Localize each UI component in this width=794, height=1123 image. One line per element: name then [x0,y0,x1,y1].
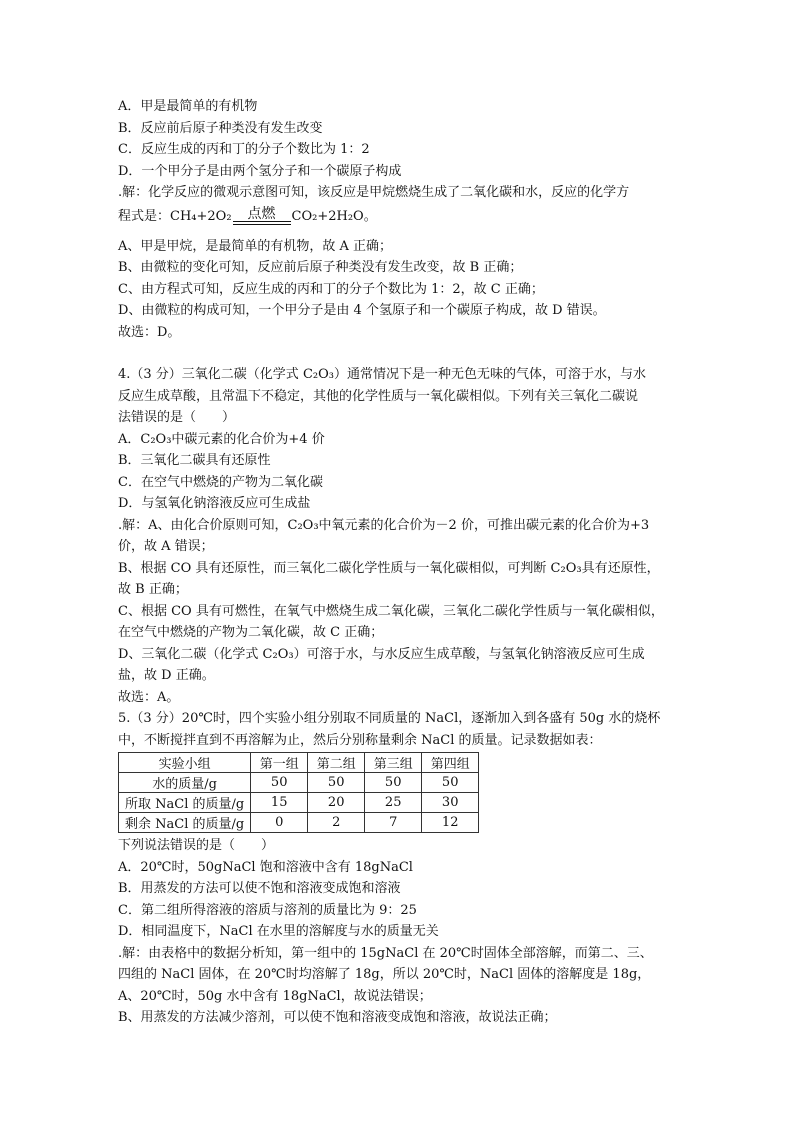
table-cell: 50 [422,773,479,793]
table-cell: 0 [251,813,308,833]
nacl-data-table [118,752,479,833]
table-cell: 12 [422,813,479,833]
q4-solution-line: 盐，故 D 正确。 [118,668,215,683]
condition-label: 点燃 [247,205,276,222]
table-cell: 7 [365,813,422,833]
q3-analysis-c: C、由方程式可知，反应生成的丙和丁的分子个数比为 1：2，故 C 正确； [118,281,544,297]
q3-solution-line: .解：化学反应的微观示意图可知，该反应是甲烷燃烧生成了二氧化碳和水，反应的化学方 [118,185,630,200]
document-page [118,96,678,1029]
q5-stem-line-1: 5.（3 分）20℃时，四个实验小组分别取不同质量的 NaCl，逐渐加入到各盛有 50g 水的烧杯 [118,711,661,726]
table-cell: 2 [308,813,365,833]
q4-option-b: B．三氧化二碳具有还原性 [118,453,271,468]
table-cell: 50 [251,773,308,793]
table-header-cell: 第二组 [308,753,365,773]
q5-solution-line: 四组的 NaCl 固体，在 20℃时均溶解了 18g，所以 20℃时，NaCl 固体的溶解度是 18g， [118,967,651,982]
q4-stem-line-1: 4.（3 分）三氧化二碳（化学式 C₂O₃）通常情况下是一种无色无味的气体，可溶于水，与水 [118,367,646,382]
table-header-cell: 第四组 [422,753,479,773]
q5-option-d: D．相同温度下，NaCl 在水里的溶解度与水的质量无关 [118,924,439,939]
reaction-condition [233,207,291,230]
q4-solution-line: 故 B 正确； [118,582,188,597]
q3-option-a: A．甲是最简单的有机物 [118,99,258,114]
q5-solution-line: B、用蒸发的方法减少溶剂，可以使不饱和溶液变成饱和溶液，故说法正确； [118,1010,557,1025]
table-row [119,773,479,793]
q3-analysis-b: B、由微粒的变化可知，反应前后原子种类没有发生改变，故 B 正确； [118,260,523,275]
table-cell: 25 [365,793,422,813]
q5-solution-line: .解：由表格中的数据分析知，第一组中的 15gNaCl 在 20℃时固体全部溶解，而第二、三、 [118,945,653,961]
q3-option-b: B．反应前后原子种类没有发生改变 [118,120,323,136]
q3-option-c: C．反应生成的丙和丁的分子个数比为 1：2 [118,142,370,157]
q3-option-d: D．一个甲分子是由两个氢分子和一个碳原子构成 [118,163,402,179]
table-row [119,813,479,833]
table-cell: 所取 NaCl 的质量/g [119,793,251,813]
table-cell: 水的质量/g [119,773,251,793]
q4-solution-line: B、根据 CO 具有还原性，而三氧化二碳化学性质与一氧化碳相似，可判断 C₂O₃具有还原性， [118,560,660,576]
table-cell: 30 [422,793,479,813]
q4-solution-line: 在空气中燃烧的产物为二氧化碳，故 C 正确； [118,625,384,640]
table-cell: 20 [308,793,365,813]
q4-stem-line-3: 法错误的是（ ） [118,410,236,425]
q4-solution-line: D、三氧化二碳（化学式 C₂O₃）可溶于水，与水反应生成草酸，与氢氧化钠溶液反应可生成 [118,646,645,662]
q5-option-a: A．20℃时，50gNaCl 饱和溶液中含有 18gNaCl [118,859,413,875]
q5-option-b: B．用蒸发的方法可以使不饱和溶液变成饱和溶液 [118,881,401,896]
q4-solution-line: 价，故 A 错误； [118,539,214,554]
q4-option-c: C．在空气中燃烧的产物为二氧化碳 [118,474,323,490]
q5-stem-line-2: 中，不断搅拌直到不再溶解为止，然后分别称量剩余 NaCl 的质量。记录数据如表： [118,732,602,748]
q4-answer: 故选：A。 [118,689,180,705]
table-header-cell: 第一组 [251,753,308,773]
q4-solution-line: C、根据 CO 具有可燃性，在氧气中燃烧生成二氧化碳，三氧化二碳化学性质与一氧化碳相似， [118,603,664,619]
q5-solution-line: A、20℃时，50g 水中含有 18gNaCl，故说法错误； [118,988,432,1004]
table-row [119,793,479,813]
q4-stem-line-2: 反应生成草酸，且常温下不稳定，其他的化学性质与一氧化碳相似。下列有关三氧化二碳说 [118,388,639,404]
table-cell: 15 [251,793,308,813]
table-cell: 50 [308,773,365,793]
q3-analysis-d: D、由微粒的构成可知，一个甲分子是由 4 个氢原子和一个碳原子构成，故 D 错误。 [118,303,606,318]
q5-question: 下列说法错误的是（ ） [118,838,275,853]
table-header-row [119,753,479,773]
q3-analysis-a: A、甲是甲烷，是最简单的有机物，故 A 正确； [118,238,393,254]
q4-solution-line: .解：A、由化合价原则可知，C₂O₃中氧元素的化合价为－2 价，可推出碳元素的化合价为+3 [118,517,650,533]
q3-answer: 故选：D。 [118,324,181,340]
equals-bar [233,221,291,225]
table-header-cell: 第三组 [365,753,422,773]
table-cell: 剩余 NaCl 的质量/g [119,813,251,833]
equation-products: CO₂+2H₂O。 [291,208,377,224]
q4-option-d: D．与氢氧化钠溶液反应可生成盐 [118,496,311,511]
equation-reactants: 程式是：CH₄+2O₂ [118,208,232,224]
q4-option-a: A．C₂O₃中碳元素的化合价为+4 价 [118,431,325,447]
q3-equation-line [118,204,678,230]
table-header-cell: 实验小组 [119,753,251,773]
q5-option-c: C．第二组所得溶液的溶质与溶剂的质量比为 9：25 [118,902,417,918]
table-cell: 50 [365,773,422,793]
